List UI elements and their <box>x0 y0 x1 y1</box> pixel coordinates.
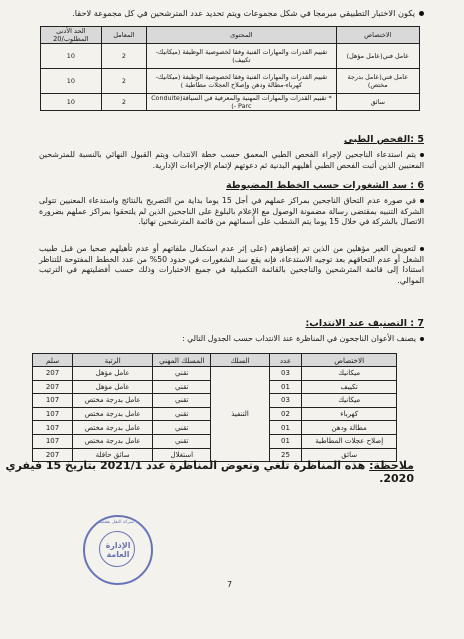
th-spec: الاختصاص <box>336 27 419 44</box>
note-text: هذه المناظرة تلغي وتعوض المناظرة عدد 2021/1 بتاريخ 15 فيفري 2020. <box>5 459 414 485</box>
section5-title: 5 :الفحص الطبي <box>343 134 424 145</box>
th-content: المحتوى <box>147 27 337 44</box>
cell-content: تقييم القدرات والمهارات الفنية وفقا لخصوصية الوظيفة (ميكانيك-تكييف) <box>147 44 337 69</box>
th-coef: المعامل <box>101 27 146 44</box>
section6-paragraph1 <box>39 196 424 228</box>
cell-rank: عامل مؤهل <box>73 367 153 381</box>
note <box>0 459 414 485</box>
cell-min: 10 <box>41 44 102 69</box>
table-row <box>41 94 420 111</box>
th-corps: السلك <box>211 354 269 367</box>
cell-scale: 107 <box>33 434 73 448</box>
cell-count: 03 <box>269 394 302 408</box>
section6-paragraph2 <box>39 244 424 286</box>
cell-spec: سائق <box>302 448 397 462</box>
th-count: عدد <box>269 354 302 367</box>
cell-spec: عامل فني(عامل بدرجة مختص) <box>336 69 419 94</box>
cell-rank: عامل بدرجة مختص <box>73 394 153 408</box>
cell-scale: 207 <box>33 448 73 462</box>
cell-spec: ميكانيك <box>302 367 397 381</box>
section7-intro <box>39 334 424 345</box>
cell-count: 25 <box>269 448 302 462</box>
cell-scale: 207 <box>33 367 73 381</box>
th-scale: سلم <box>33 354 73 367</box>
page-number: 7 <box>227 580 233 589</box>
cell-count: 01 <box>269 434 302 448</box>
cell-count: 01 <box>269 380 302 394</box>
cell-scale: 107 <box>33 394 73 408</box>
section5-paragraph <box>39 150 424 171</box>
cell-rank: سائق حافلة <box>73 448 153 462</box>
bullet-icon <box>420 199 424 203</box>
top-bullet-text: يكون الاختبار التطبيقي مبرمجا في شكل مجموعات ويتم تحديد عدد المترشحين في كل مجموعة لاحقا. <box>72 8 415 18</box>
cell-scale: 107 <box>33 407 73 421</box>
cell-rank: عامل بدرجة مختص <box>73 421 153 435</box>
bullet-icon <box>420 247 424 251</box>
cell-coef: 2 <box>101 94 146 111</box>
practical-test-table <box>40 26 420 111</box>
section7-intro-text: يصنف الأعوان الناجحون في المناظرة عند الانتداب حسب الجدول التالي : <box>182 334 416 343</box>
cell-count: 01 <box>269 421 302 435</box>
cell-rank: عامل بدرجة مختص <box>73 407 153 421</box>
cell-track: استغلال <box>153 448 211 462</box>
table-row <box>41 44 420 69</box>
top-bullet <box>34 8 424 19</box>
table-row <box>41 69 420 94</box>
cell-coef: 2 <box>101 69 146 94</box>
cell-track: تقني <box>153 434 211 448</box>
cell-min: 10 <box>41 69 102 94</box>
cell-scale: 107 <box>33 421 73 435</box>
cell-spec: ميكانيك <box>302 394 397 408</box>
section6-para2-text: لتعويض الغير مؤهلين من الذين تم إقصاؤهم (على إثر عدم استكمال ملفاتهم أو عدم تأهيلهم صحيا من قبل طبيب الشغل أو عدم التحاقهم بعد توجيه الاستدعاء، فإنه يقع سد الشغورات في حدود 50% من عدد الخطط المفتوحة للتناظر استنادا إلى قائمة المترشحين والناجحين بالقائمة التكميلية في جميع الاختبارات وذلك حسب أفضليتهم في الترتيب الموالي. <box>39 244 424 285</box>
th-spec: الاختصاص <box>302 354 397 367</box>
table-row <box>33 367 397 381</box>
cell-coef: 2 <box>101 44 146 69</box>
note-label: ملاحظة: <box>369 459 414 472</box>
bullet-icon <box>420 337 424 341</box>
cell-min: 10 <box>41 94 102 111</box>
section6-para1-text: في صورة عدم التحاق الناجحين بمراكز عملهم في أجل 15 يوما بداية من التصريح بالنتائج واستدعاء المعنيين تتولى الشركة التنبيه بمقتضى رسالة مضمونة الوصول مع الإعلام بالبلوغ على الناجحين الذين لم يلتحقوا بمراكز عملهم بضرورة الاتصال بالشركة في خلال 15 يوما يتم الشطب على أسمائهم من قائمة المترشحين نهائيا. <box>39 196 424 227</box>
classification-table <box>32 353 397 462</box>
cell-content: تقييم القدرات والمهارات الفنية وفقا لخصوصية الوظيفة (ميكانيك-كهرباء-مطالة ودهن وإصلاح العجلات مطاطية ) <box>147 69 337 94</box>
th-rank: الرتبة <box>73 354 153 367</box>
stamp-center-text: الإدارة العامة <box>105 541 131 559</box>
cell-track: تقني <box>153 421 211 435</box>
section6-title: 6 : سد الشغورات حسب الخطط المضبوطة <box>226 180 424 191</box>
bullet-icon <box>420 153 424 157</box>
official-stamp <box>83 515 153 585</box>
cell-spec: كهرباء <box>302 407 397 421</box>
cell-track: تقني <box>153 380 211 394</box>
cell-spec: إصلاح عجلات المطاطية <box>302 434 397 448</box>
th-min: الحد الأدنى المطلوب/20 <box>41 27 102 44</box>
bullet-icon <box>419 11 424 16</box>
section5-text: يتم استدعاء الناجحين لإجراء الفحص الطبي المعمق حسب خطة الانتداب ويتم القبول النهائي بالنسبة للمترشحين المعنيين الذين أثبت الفحص الطبي أهليهم البدنية ثم دعوتهم لإتمام الإجراءات الإدارية. <box>39 150 424 170</box>
cell-track: تقني <box>153 367 211 381</box>
th-track: المسلك المهني <box>153 354 211 367</box>
cell-track: تقني <box>153 394 211 408</box>
stamp-ring-text: شركة النقل بقفصة <box>98 520 134 525</box>
cell-corps: التنفيذ <box>211 367 269 462</box>
cell-spec: مطالة ودهن <box>302 421 397 435</box>
cell-spec: تكييف <box>302 380 397 394</box>
cell-count: 03 <box>269 367 302 381</box>
cell-scale: 207 <box>33 380 73 394</box>
cell-track: تقني <box>153 407 211 421</box>
cell-spec: عامل فني(عامل مؤهل) <box>336 44 419 69</box>
cell-count: 02 <box>269 407 302 421</box>
cell-rank: عامل مؤهل <box>73 380 153 394</box>
cell-spec: سائق <box>336 94 419 111</box>
cell-content: * تقييم القدرات والمهارات المهنية والمعرفية في السياقة(Conduite - Parc) <box>147 94 337 111</box>
section7-title: 7 : التصنيف عند الانتداب: <box>305 318 424 329</box>
cell-rank: عامل بدرجة مختص <box>73 434 153 448</box>
